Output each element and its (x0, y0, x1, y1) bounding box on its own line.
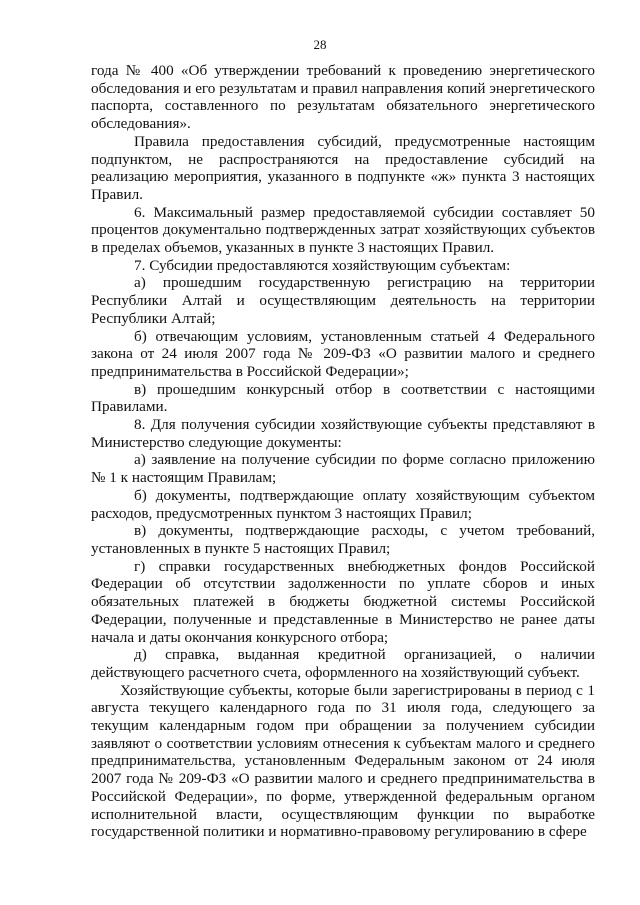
list-item: а) заявление на получение субсидии по форме согласно приложению № 1 к настоящим Правилам; (91, 451, 595, 487)
list-item: в) документы, подтверждающие расходы, с учетом требований, установленных в пункте 5 настоящих Правил; (91, 522, 595, 557)
list-item: д) справка, выданная кредитной организацией, о наличии действующего расчетного счета, оформленного на хозяйствующий субъект. (91, 646, 595, 681)
paragraph: Хозяйствующие субъекты, которые были зарегистрированы в период с 1 августа текущего календарного года по 31 июля года, следующего за текущим календарным годом при обращении за получением субсидии заявляют о соответствии условиям отнесения к субъектам малого и среднего предпринимательства, установленным Федеральным законом от 24 июля 2007 года № 209-ФЗ «О развитии малого и среднего предпринимательства в Российской Федерации», по форме, утвержденной федеральным органом исполнительной власти, осуществляющим функции по выработке государственной политики и нормативно-правовому регулированию в сфере (91, 681, 595, 841)
document-body (91, 62, 595, 841)
paragraph: 7. Субсидии предоставляются хозяйствующим субъектам: (134, 256, 511, 274)
paragraph: 6. Максимальный размер предоставляемой субсидии составляет 50 процентов документально подтвержденных затрат хозяйствующих субъектов в пределах объемов, указанных в пункте 3 настоящих Правил. (91, 203, 595, 257)
list-item: а) прошедшим государственную регистрацию на территории Республики Алтай и осуществляющим деятельность на территории Республики Алтай; (91, 274, 595, 327)
page-number: 28 (313, 37, 327, 52)
paragraph: года № 400 «Об утверждении требований к проведению энергетического обследования и его результатам и правил направления копий энергетического паспорта, составленного по результатам обязательного энергетического обследования». (91, 62, 595, 133)
list-item: г) справки государственных внебюджетных фондов Российской Федерации об отсутствии задолженности по уплате сборов и иных обязательных платежей в бюджеты бюджетной системы Российской Федерации, полученные и представленные в Министерство не ранее даты начала и даты окончания конкурсного отбора; (91, 557, 595, 646)
list-item: б) отвечающим условиям, установленным статьей 4 Федерального закона от 24 июля 2007 года № 209-ФЗ «О развитии малого и среднего предпринимательства в Российской Федерации»; (91, 327, 595, 380)
list-item: б) документы, подтверждающие оплату хозяйствующим субъектом расходов, предусмотренных пунктом 3 настоящих Правил; (91, 486, 595, 522)
list-item: в) прошедшим конкурсный отбор в соответствии с настоящими Правилами. (91, 380, 595, 416)
paragraph: 8. Для получения субсидии хозяйствующие субъекты представляют в Министерство следующие документы: (91, 416, 595, 451)
paragraph: Правила предоставления субсидий, предусмотренные настоящим подпунктом, не распространяются на предоставление субсидий на реализацию мероприятия, указанного в подпункте «ж» пункта 3 настоящих Правил. (91, 132, 595, 203)
